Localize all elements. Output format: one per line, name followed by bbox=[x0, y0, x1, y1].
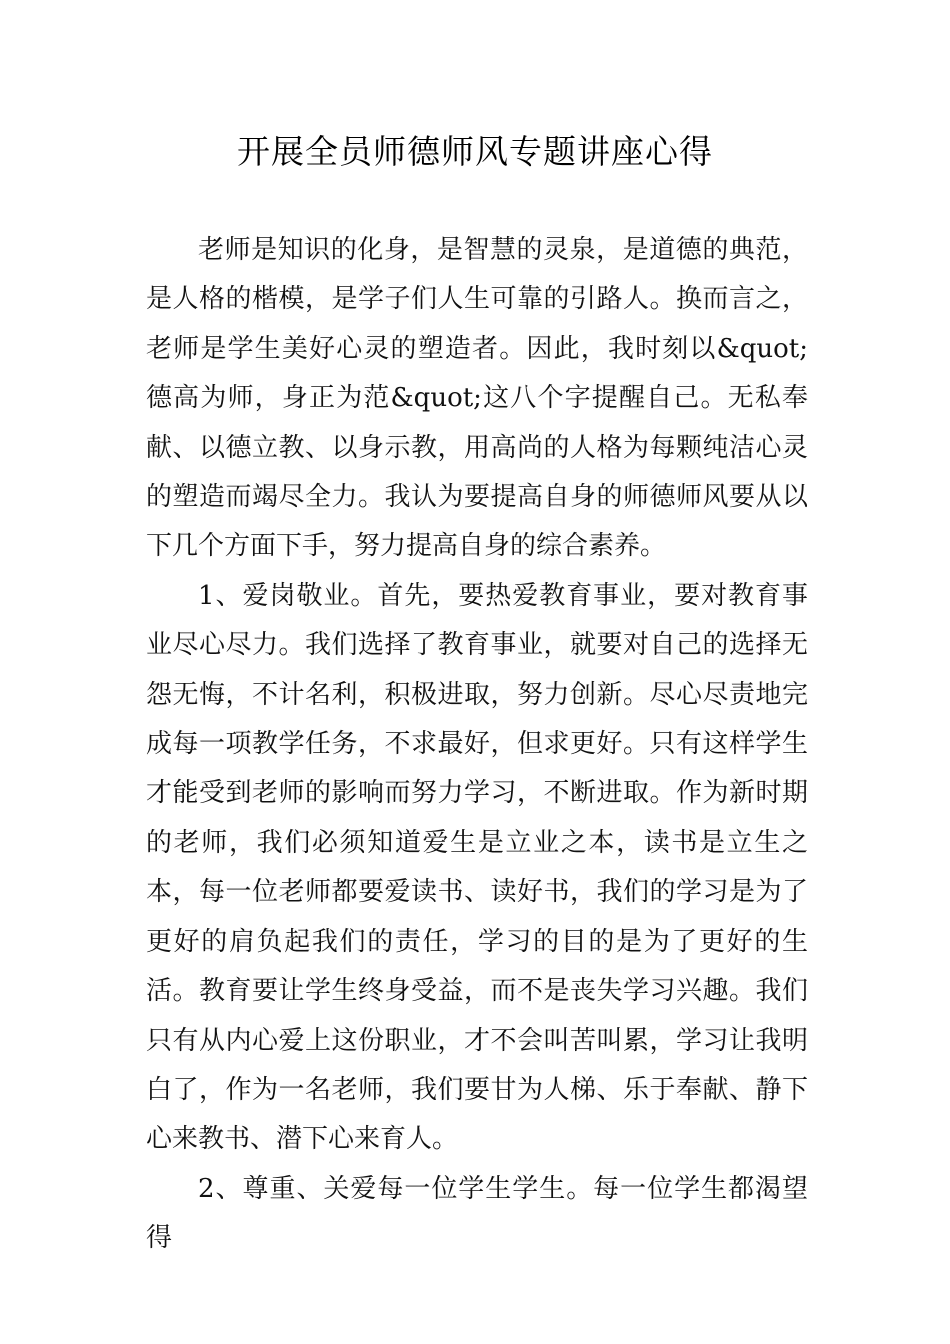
document-body bbox=[146, 226, 808, 1264]
paragraph-intro: 老师是知识的化身，是智慧的灵泉，是道德的典范，是人格的楷模，是学子们人生可靠的引路人。换而言之，老师是学生美好心灵的塑造者。因此，我时刻以&quot;德高为师，身正为范&quot;这八个字提醒自己。无私奉献、以德立教、以身示教，用高尚的人格为每颗纯洁心灵的塑造而竭尽全力。我认为要提高自身的师德师风要从以下几个方面下手，努力提高自身的综合素养。 bbox=[146, 235, 808, 562]
document-title: 开展全员师德师风专题讲座心得 bbox=[237, 132, 713, 171]
paragraph-point-2: 2、尊重、关爱每一位学生学生。每一位学生都渴望得 bbox=[146, 1173, 808, 1254]
paragraph-point-1: 1、爱岗敬业。首先，要热爱教育事业，要对教育事业尽心尽力。我们选择了教育事业，就要对自己的选择无怨无悔，不计名利，积极进取，努力创新。尽心尽责地完成每一项教学任务，不求最好，但求更好。只有这样学生才能受到老师的影响而努力学习，不断进取。作为新时期的老师，我们必须知道爱生是立业之本，读书是立生之本，每一位老师都要爱读书、读好书，我们的学习是为了更好的肩负起我们的责任，学习的目的是为了更好的生活。教育要让学生终身受益，而不是丧失学习兴趣。我们只有从内心爱上这份职业，才不会叫苦叫累，学习让我明白了，作为一名老师，我们要甘为人梯、乐于奉献、静下心来教书、潜下心来育人。 bbox=[146, 580, 808, 1155]
